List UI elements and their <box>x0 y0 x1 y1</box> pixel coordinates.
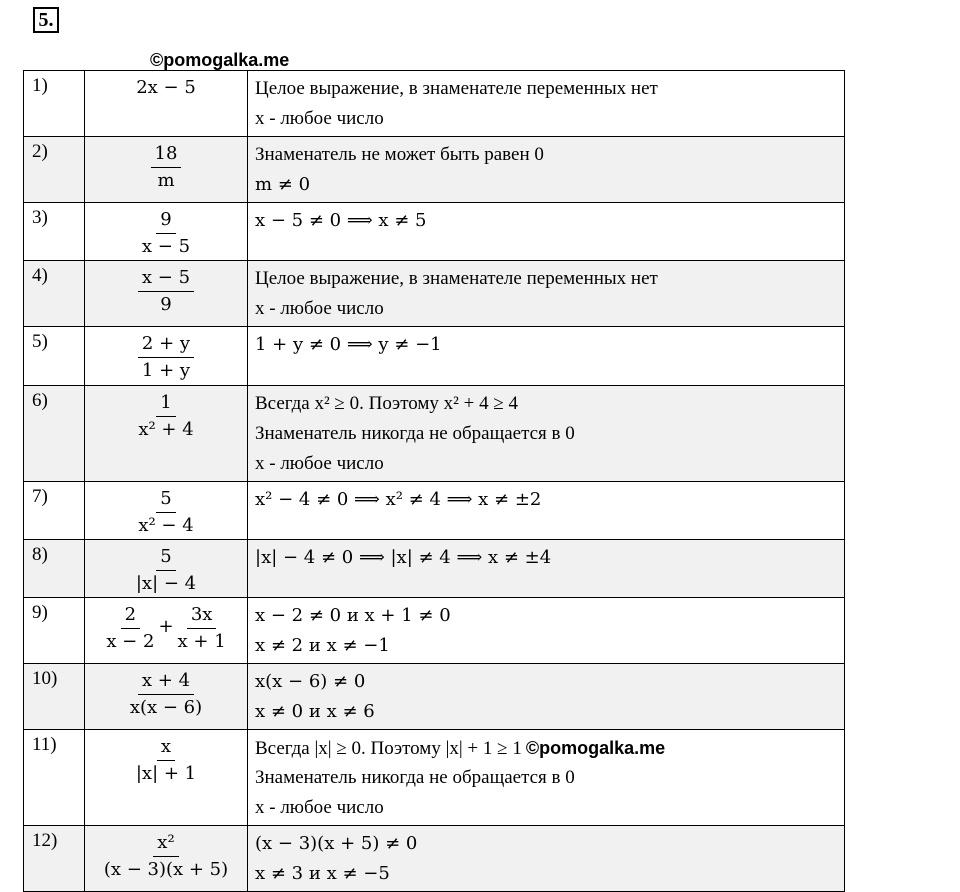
solution-cell <box>248 327 845 386</box>
denominator: 9 <box>160 294 172 315</box>
denominator: |x| + 1 <box>135 763 197 784</box>
numerator: 3x <box>187 602 217 629</box>
expression-cell <box>85 386 248 482</box>
solution-cell <box>248 71 845 137</box>
solution-cell <box>248 664 845 730</box>
table-row <box>24 664 845 730</box>
denominator: x(x − 6) <box>129 697 203 718</box>
fraction <box>132 734 200 787</box>
watermark-top: ©pomogalka.me <box>150 50 290 70</box>
numerator: 5 <box>156 544 175 571</box>
row-number: 7) <box>24 482 85 540</box>
solution-line: x − 2 ≠ 0 и x + 1 ≠ 0 <box>255 605 451 626</box>
fraction <box>138 207 194 260</box>
solution-line: Знаменатель никогда не обращается в 0 <box>255 767 575 788</box>
numerator: x − 5 <box>138 265 194 292</box>
solution-cell <box>248 482 845 540</box>
fraction <box>151 141 182 194</box>
fraction <box>134 486 197 539</box>
solution-line: x - любое число <box>255 453 384 474</box>
solution-line: Целое выражение, в знаменателе переменных нет <box>255 78 658 99</box>
fraction <box>138 331 194 384</box>
denominator: (x − 3)(x + 5) <box>103 859 229 880</box>
row-number: 11) <box>24 730 85 826</box>
denominator: x − 5 <box>141 236 191 257</box>
numerator: x + 4 <box>138 668 194 695</box>
table-row <box>24 71 845 137</box>
fraction <box>100 830 232 883</box>
denominator: m <box>157 170 175 191</box>
numerator: x <box>157 734 175 761</box>
table-row <box>24 203 845 261</box>
table-row <box>24 482 845 540</box>
solution-line: x - любое число <box>255 797 384 818</box>
expression-cell <box>85 826 248 892</box>
solution-table <box>23 70 845 892</box>
expression-cell <box>85 71 248 137</box>
solution-line: 1 + y ≠ 0 ⟹ y ≠ −1 <box>255 334 442 355</box>
expression-cell <box>85 261 248 327</box>
solution-line <box>255 735 844 765</box>
expression-cell <box>85 730 248 826</box>
solution-line: Всегда x² ≥ 0. Поэтому x² + 4 ≥ 4 <box>255 393 519 414</box>
fraction <box>138 265 194 318</box>
row-number: 6) <box>24 386 85 482</box>
solution-line: (x − 3)(x + 5) ≠ 0 <box>255 833 418 854</box>
expression-cell <box>85 598 248 664</box>
fraction <box>126 668 206 721</box>
solution-cell <box>248 826 845 892</box>
fraction <box>134 390 197 443</box>
numerator: 1 <box>156 390 175 417</box>
denominator: x² − 4 <box>138 515 194 536</box>
solution-line: x ≠ 3 и x ≠ −5 <box>255 863 390 884</box>
expression-cell <box>85 540 248 598</box>
table-row <box>24 730 845 826</box>
solution-cell <box>248 261 845 327</box>
solution-line: x - любое число <box>255 108 384 129</box>
expression-cell <box>85 482 248 540</box>
solution-line: m ≠ 0 <box>255 174 311 195</box>
solution-cell <box>248 386 845 482</box>
expression: 2x − 5 <box>136 77 196 98</box>
numerator: 2 + y <box>138 331 194 358</box>
row-number: 4) <box>24 261 85 327</box>
row-number: 1) <box>24 71 85 137</box>
row-number: 10) <box>24 664 85 730</box>
table-row <box>24 327 845 386</box>
denominator: x + 1 <box>177 631 226 652</box>
denominator: x − 2 <box>106 631 155 652</box>
numerator: 5 <box>156 486 175 513</box>
expression-cell <box>85 664 248 730</box>
solution-line: x ≠ 2 и x ≠ −1 <box>255 635 390 656</box>
table-row <box>24 598 845 664</box>
row-number: 8) <box>24 540 85 598</box>
fraction <box>174 602 230 655</box>
solution-line: x² − 4 ≠ 0 ⟹ x² ≠ 4 ⟹ x ≠ ±2 <box>255 489 542 510</box>
row-number: 2) <box>24 137 85 203</box>
denominator: |x| − 4 <box>135 573 197 594</box>
row-number: 9) <box>24 598 85 664</box>
numerator: 9 <box>156 207 175 234</box>
numerator: 18 <box>151 141 182 168</box>
row-number: 5) <box>24 327 85 386</box>
solution-line: Знаменатель не может быть равен 0 <box>255 144 544 165</box>
expression-cell <box>85 327 248 386</box>
table-row <box>24 261 845 327</box>
plus-sign: + <box>158 616 174 637</box>
solution-cell <box>248 540 845 598</box>
task-number: 5. <box>33 7 59 33</box>
table-row <box>24 137 845 203</box>
fraction <box>102 602 158 655</box>
solution-cell <box>248 598 845 664</box>
numerator: 2 <box>121 602 140 629</box>
solution-line: |x| − 4 ≠ 0 ⟹ |x| ≠ 4 ⟹ x ≠ ±4 <box>255 547 552 568</box>
table-row <box>24 540 845 598</box>
solution-line: x - любое число <box>255 298 384 319</box>
denominator: x² + 4 <box>138 419 194 440</box>
numerator: x² <box>153 830 178 857</box>
solution-cell <box>248 730 845 826</box>
solution-line: Знаменатель никогда не обращается в 0 <box>255 423 575 444</box>
solution-text: Всегда |x| ≥ 0. Поэтому |x| + 1 ≥ 1 <box>255 738 522 759</box>
solution-cell <box>248 203 845 261</box>
solution-line: x ≠ 0 и x ≠ 6 <box>255 701 375 722</box>
row-number: 12) <box>24 826 85 892</box>
expression-cell <box>85 203 248 261</box>
solution-cell <box>248 137 845 203</box>
row-number: 3) <box>24 203 85 261</box>
solution-line: Целое выражение, в знаменателе переменных нет <box>255 268 658 289</box>
table-row <box>24 386 845 482</box>
fraction <box>132 544 200 597</box>
solution-line: x − 5 ≠ 0 ⟹ x ≠ 5 <box>255 210 427 231</box>
expression-cell <box>85 137 248 203</box>
watermark-inline: ©pomogalka.me <box>525 738 666 758</box>
denominator: 1 + y <box>141 360 191 381</box>
solution-line: x(x − 6) ≠ 0 <box>255 671 366 692</box>
table-row <box>24 826 845 892</box>
